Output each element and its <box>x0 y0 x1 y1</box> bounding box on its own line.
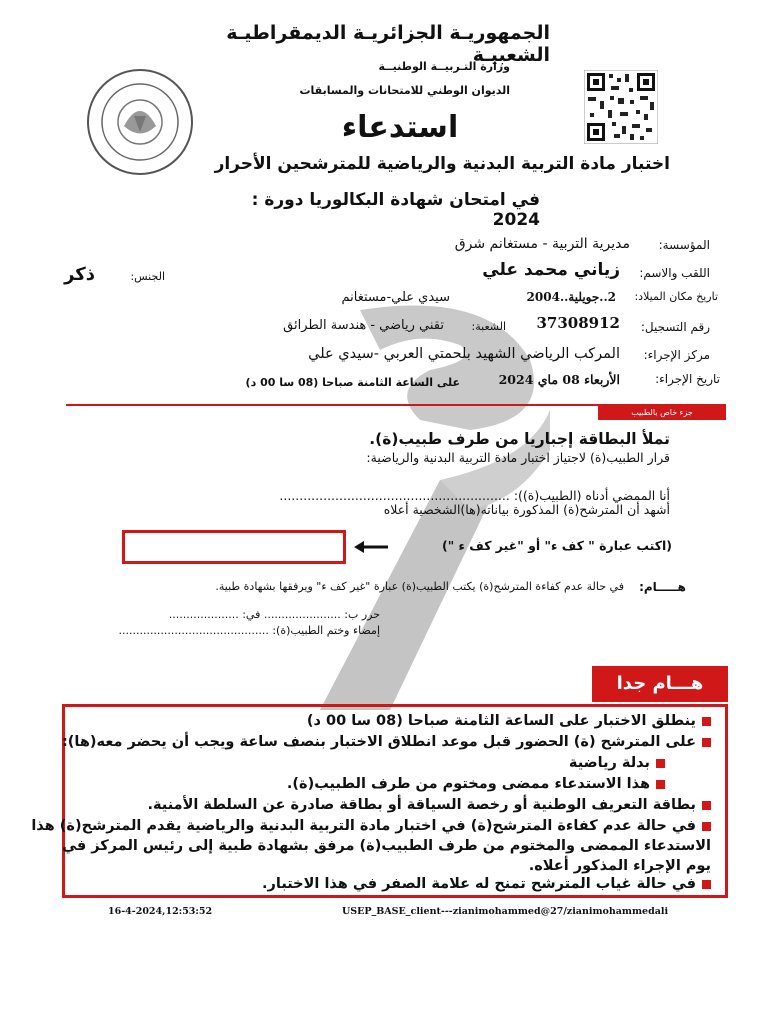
important-title: هـــام جدا <box>592 666 728 702</box>
exam-session: في امتحان شهادة البكالوريا دورة : 2024 <box>251 190 540 230</box>
registration-label: رقم التسجيل: <box>640 320 710 334</box>
important-item: ينطلق الاختبار على الساعة الثامنة صباحا (08 سا 00 د) <box>307 713 711 729</box>
important-item: بطاقة التعريف الوطنية أو رخصة السياقة أو بطاقة صادرة عن السلطة الأمنية. <box>148 797 712 813</box>
note-label: هـــــام: <box>639 580 686 594</box>
signature-line: إمضاء وختم الطبيب(ة): ........................................... <box>118 624 380 637</box>
write-instruction: (اكتب عبارة " كف ء" أو "غير كف ء ") <box>441 538 672 553</box>
office-name: الديوان الوطني للامتحانات والمسابقات <box>299 84 510 97</box>
doctor-heading: تملأ البطاقة إجباريا من طرف طبيب(ة). <box>369 430 670 448</box>
arrow-left-icon <box>354 540 388 554</box>
gender-value: ذكر <box>64 264 95 285</box>
gender-label: الجنس: <box>130 270 165 283</box>
ministry-name: وزارة التـربيــة الوطنيــة <box>378 60 510 73</box>
doctor-section-tag: جزء خاص بالطبيب <box>598 406 726 420</box>
doctor-certify-line: أشهد أن المترشح(ة) المذكورة بياناته(ها)الشخصية أعلاه <box>383 502 670 517</box>
official-seal-icon <box>84 66 196 178</box>
qr-code-icon <box>584 70 658 144</box>
important-item: على المترشح (ة) الحضور قبل موعد انطلاق الاختبار بنصف ساعة ويجب أن يحضر معه(ها): <box>62 734 711 750</box>
branch-value: تقني رياضي - هندسة الطرائق <box>283 318 444 333</box>
important-item-continued: يوم الإجراء المذكور أعلاه. <box>528 858 711 874</box>
birth-label: تاريخ مكان الميلاد: <box>634 290 718 303</box>
important-item-continued: الاستدعاء الممضى والمختوم من طرف الطبيب(ة) مرفق بشهادة طبية إلى رئيس المركز في <box>62 838 711 854</box>
exam-title: اختبار مادة التربية البدنية والرياضية للمترشحين الأحرار <box>214 154 670 174</box>
birth-date: 2..جويلية..2004 <box>526 290 616 304</box>
important-item: في حالة غياب المترشح تمنح له علامة الصفر في هذا الاختبار. <box>262 876 711 892</box>
footer-client: USEP_BASE_client---zianimohammed@27/zianimohammedali <box>342 906 669 917</box>
name-label: اللقب والاسم: <box>639 266 710 280</box>
important-item: في حالة عدم كفاءة المترشح(ة) في اختبار مادة التربية البدنية والرياضية يقدم المترشح(ة) هذا <box>31 818 711 834</box>
doctor-decision: قرار الطبيب(ة) لاجتياز اختبار مادة التربية البدنية والرياضية: <box>366 450 670 465</box>
republic-title: الجمهوريـة الجزائريـة الديمقراطيـة الشعبيـة <box>226 22 550 66</box>
center-value: المركب الرياضي الشهيد بلحمتي العربي -سيدي علي <box>308 346 620 362</box>
name-value: زياني محمد علي <box>482 260 620 280</box>
note-text: في حالة عدم كفاءة المترشح(ة) يكتب الطبيب(ة) عبارة "غير كف ء" ويرفقها بشهادة طبية. <box>215 580 624 593</box>
footer-timestamp: 16-4-2024,12:53:52 <box>108 906 213 917</box>
verdict-write-box[interactable] <box>122 530 346 564</box>
institution-label: المؤسسة: <box>658 238 710 252</box>
institution-value: مديرية التربية - مستغانم شرق <box>454 236 630 252</box>
registration-number: 37308912 <box>536 314 620 332</box>
important-item: هذا الاستدعاء ممضى ومختوم من طرف الطبيب(ة). <box>287 776 665 792</box>
exam-time-value: على الساعة الثامنة صباحا (08 سا 00 د) <box>245 376 460 389</box>
doctor-signer-line: أنا الممضي أدناه (الطبيب(ة)): .......................................................... <box>279 488 670 503</box>
exam-date-label: تاريخ الإجراء: <box>655 372 720 386</box>
issued-line: حرر ب: ...................... في: .................... <box>168 608 380 621</box>
document-title: استدعاء <box>341 110 459 145</box>
center-label: مركز الإجراء: <box>643 348 710 362</box>
important-item: بدلة رياضية <box>569 755 665 771</box>
birth-place: سيدي علي-مستغانم <box>341 290 450 305</box>
exam-date-value: الأربعاء 08 ماي 2024 <box>498 372 620 387</box>
branch-label: الشعبة: <box>471 320 506 333</box>
important-box <box>31 704 728 898</box>
